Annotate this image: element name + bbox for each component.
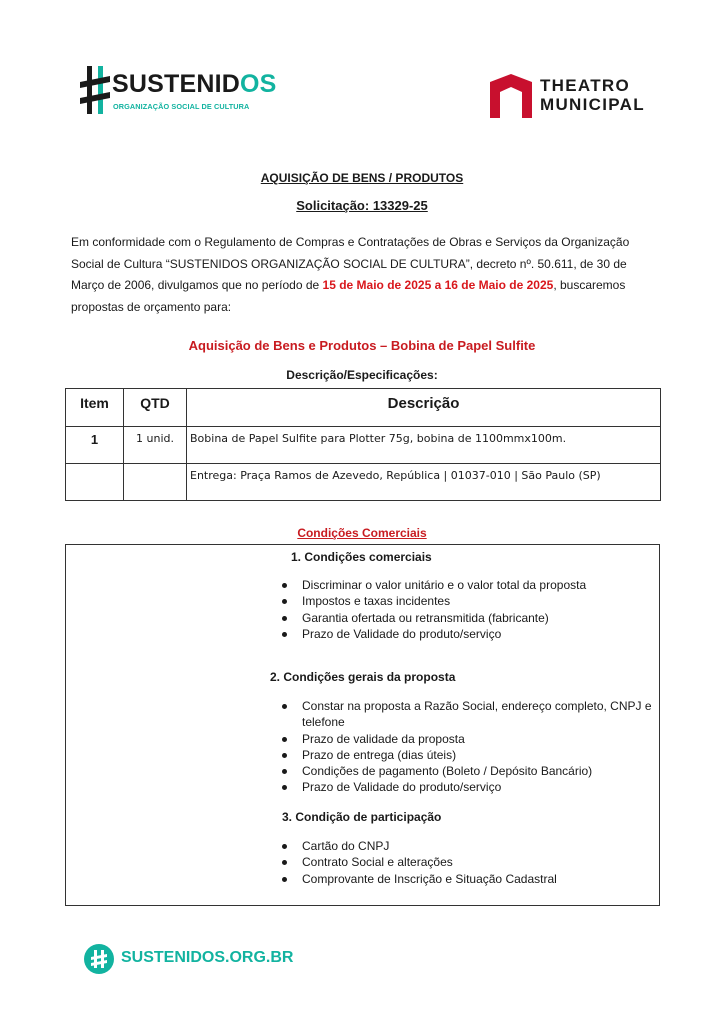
cell-qtd: 1 unid. [124,427,187,464]
tm-line2: MUNICIPAL [540,95,645,114]
sustenidos-subtitle: ORGANIZAÇÃO SOCIAL DE CULTURA [113,102,250,111]
sustenidos-logo [80,64,277,120]
request-number: Solicitação: 13329-25 [296,198,428,213]
list-item: Prazo de entrega (dias úteis) [302,747,672,763]
hash-icon [84,944,114,974]
footer-url[interactable]: SUSTENIDOS.ORG.BR [121,949,294,966]
list-item: Discriminar o valor unitário e o valor total da proposta [302,577,672,593]
table-header-row [66,389,661,427]
hash-icon [80,64,110,116]
list-item: Condições de pagamento (Boleto / Depósito Bancário) [302,763,672,779]
conditions-title: Condições Comerciais [297,526,427,540]
conditions-heading-3: 3. Condição de participação [282,810,442,824]
spec-title: Descrição/Especificações: [286,368,438,382]
conditions-heading-1: 1. Condições comerciais [291,550,432,564]
list-item: Comprovante de Inscrição e Situação Cadastral [302,871,672,887]
cell-item [66,464,124,501]
header-item: Item [66,389,124,427]
table-row [66,427,661,464]
list-item: Cartão do CNPJ [302,838,672,854]
intro-paragraph: Em conformidade com o Regulamento de Compras e Contratações de Obras e Serviços da Organização Social de Cultura “SUSTENIDOS ORGANIZAÇÃO SOCIAL DE CULTURA”, decreto nº. 50.611, de 30 de Março de 2006, divulgamos que no período de 15 de Maio de 2025 a 16 de Maio de 2025, buscaremos propostas de orçamento para: [71,235,630,314]
conditions-list-1 [276,577,672,642]
list-item: Garantia ofertada ou retransmitida (fabricante) [302,610,672,626]
period-highlight: 15 de Maio de 2025 a 16 de Maio de 2025 [322,278,554,292]
list-item: Impostos e taxas incidentes [302,593,672,609]
conditions-list-3 [276,838,672,887]
theatro-municipal-logo [490,72,660,122]
sustenidos-wordmark: SUSTENIDOS [112,70,277,98]
section-title: Aquisição de Bens e Produtos – Bobina de Papel Sulfite [188,338,536,353]
conditions-heading-2: 2. Condições gerais da proposta [270,670,456,684]
list-item: Prazo de Validade do produto/serviço [302,626,672,642]
header-qtd: QTD [124,389,187,427]
cell-descricao: Bobina de Papel Sulfite para Plotter 75g, bobina de 1100mmx100m. [187,427,661,464]
document-title: AQUISIÇÃO DE BENS / PRODUTOS [260,171,464,185]
cell-qtd [124,464,187,501]
list-item: Prazo de validade da proposta [302,731,672,747]
header-descricao: Descrição [187,389,661,427]
cell-item: 1 [66,427,124,464]
tm-line1: THEATRO [540,76,630,95]
items-table [65,388,661,501]
list-item: Constar na proposta a Razão Social, endereço completo, CNPJ e telefone [302,698,672,731]
conditions-box [65,544,660,906]
table-row [66,464,661,501]
theatre-arch-icon [490,74,532,118]
list-item: Contrato Social e alterações [302,854,672,870]
list-item: Prazo de Validade do produto/serviço [302,779,672,795]
cell-descricao: Entrega: Praça Ramos de Azevedo, República | 01037-010 | São Paulo (SP) [187,464,661,501]
conditions-list-2 [276,698,672,796]
